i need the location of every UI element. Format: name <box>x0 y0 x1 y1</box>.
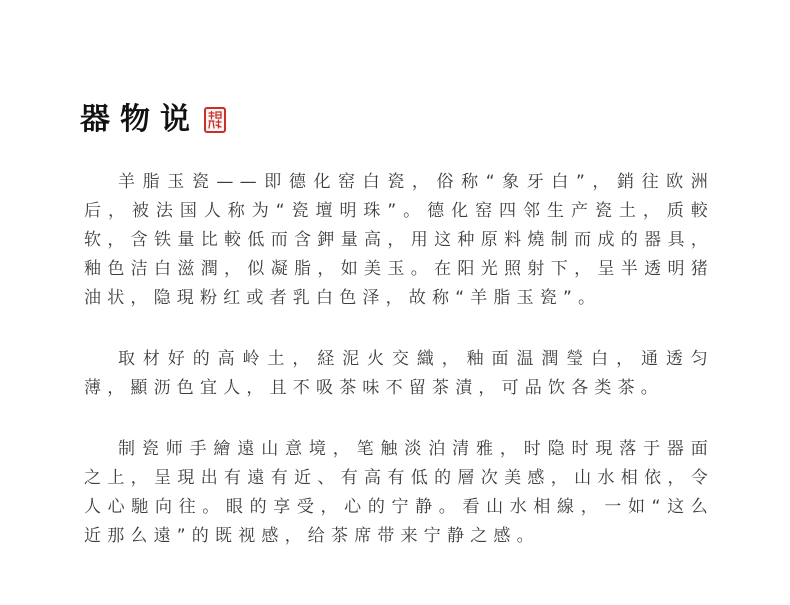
paragraph-1: 羊脂玉瓷——即德化窑白瓷，俗称“象牙白”，銷往欧洲后，被法国人称为“瓷壇明珠”。德化窑四邻生产瓷土，质較软，含铁量比較低而含鉀量高，用这种原料燒制而成的器具，釉色洁白滋潤，似凝脂，如美玉。在阳光照射下，呈半透明猪油状，隐現粉红或者乳白色泽，故称“羊脂玉瓷”。 <box>84 172 714 308</box>
title-row <box>80 100 226 140</box>
seal-glyph-icon <box>207 110 223 130</box>
paragraph-2: 取材好的高岭土，経泥火交織，釉面温潤瑩白，通透匀薄，顯沥色宜人，且不吸茶味不留茶漬，可品饮各类茶。 <box>84 349 714 398</box>
page-title: 器物说 <box>80 102 200 137</box>
article-body <box>84 168 714 583</box>
seal-stamp-icon <box>204 107 226 133</box>
paragraph-3: 制瓷师手繪遠山意境，笔触淡泊清雅，时隐时現落于器面之上，呈現出有遠有近、有高有低的層次美感，山水相依，令人心馳向往。眼的享受，心的宁静。看山水相線，一如“这么近那么遠”的既视感，给茶席带来宁静之感。 <box>84 439 714 546</box>
